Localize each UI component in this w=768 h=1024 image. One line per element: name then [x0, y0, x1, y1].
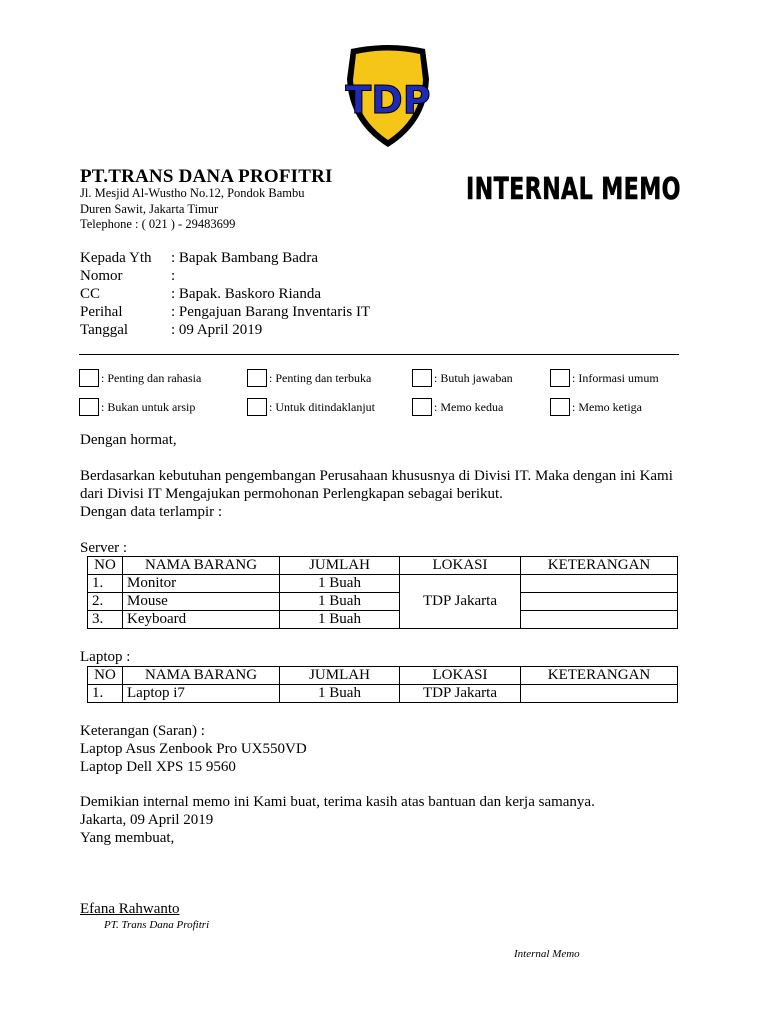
- header-divider: [79, 354, 679, 355]
- cell-keterangan: [521, 575, 678, 593]
- field-value-nomor: :: [171, 268, 176, 284]
- company-address-line2: Duren Sawit, Jakarta Timur: [80, 202, 219, 216]
- laptop-table: [87, 666, 678, 703]
- field-label-perihal: Perihal: [80, 304, 123, 320]
- checkbox-box[interactable]: [79, 398, 99, 416]
- memo-title: INTERNAL MEMO: [466, 172, 681, 207]
- body-paragraph-line1: Berdasarkan kebutuhan pengembangan Perusahaan khususnya di Divisi IT. Maka dengan ini Kami: [80, 468, 673, 484]
- checkbox-label: : Butuh jawaban: [434, 370, 513, 385]
- cell-location: TDP Jakarta: [400, 575, 521, 629]
- checkbox-butuh-jawaban[interactable]: [412, 369, 513, 387]
- checkbox-penting-terbuka[interactable]: [247, 369, 371, 387]
- signature-name: Efana Rahwanto: [80, 901, 180, 917]
- checkbox-informasi-umum[interactable]: [550, 369, 659, 387]
- cell-qty: 1 Buah: [280, 575, 400, 593]
- body-paragraph-line2: dari Divisi IT Mengajukan permohonan Perlengkapan sebagai berikut.: [80, 486, 503, 502]
- table-header-row: [88, 667, 678, 685]
- cell-name: Laptop i7: [123, 685, 280, 703]
- cell-keterangan: [521, 593, 678, 611]
- cell-no: 1.: [88, 575, 123, 593]
- greeting: Dengan hormat,: [80, 432, 177, 448]
- checkbox-label: : Penting dan terbuka: [269, 370, 372, 385]
- column-header: NAMA BARANG: [123, 667, 280, 685]
- field-value-tanggal: : 09 April 2019: [171, 322, 263, 338]
- field-value-kepada: : Bapak Bambang Badra: [171, 250, 319, 266]
- checkbox-label: : Informasi umum: [572, 370, 659, 385]
- cell-keterangan: [521, 685, 678, 703]
- notes-line2: Laptop Dell XPS 15 9560: [80, 759, 236, 775]
- cell-qty: 1 Buah: [280, 593, 400, 611]
- checkbox-memo-ketiga[interactable]: [550, 398, 642, 416]
- checkbox-box[interactable]: [550, 398, 570, 416]
- field-value-perihal: : Pengajuan Barang Inventaris IT: [171, 304, 371, 320]
- page-footer: Internal Memo: [514, 948, 580, 960]
- checkbox-box[interactable]: [550, 369, 570, 387]
- cell-location: TDP Jakarta: [400, 685, 521, 703]
- table-row: [88, 611, 678, 629]
- column-header: KETERANGAN: [521, 667, 678, 685]
- checkbox-label: : Memo ketiga: [572, 399, 642, 414]
- cell-name: Monitor: [123, 575, 280, 593]
- checkbox-label: : Penting dan rahasia: [101, 370, 202, 385]
- cell-keterangan: [521, 611, 678, 629]
- checkbox-box[interactable]: [247, 398, 267, 416]
- column-header: NAMA BARANG: [123, 557, 280, 575]
- column-header: JUMLAH: [280, 557, 400, 575]
- table-row: [88, 593, 678, 611]
- cell-no: 3.: [88, 611, 123, 629]
- body-paragraph-line3: Dengan data terlampir :: [80, 504, 223, 520]
- server-table-title: Server :: [80, 540, 128, 556]
- field-label-tanggal: Tanggal: [80, 322, 129, 338]
- checkbox-label: : Memo kedua: [434, 399, 504, 414]
- column-header: KETERANGAN: [521, 557, 678, 575]
- column-header: LOKASI: [400, 557, 521, 575]
- field-label-kepada: Kepada Yth: [80, 250, 152, 266]
- checkbox-box[interactable]: [247, 369, 267, 387]
- logo-text: TDP: [345, 78, 431, 122]
- table-row: [88, 575, 678, 593]
- checkbox-bukan-arsip[interactable]: [79, 398, 195, 416]
- checkbox-memo-kedua[interactable]: [412, 398, 503, 416]
- company-name: PT.TRANS DANA PROFITRI: [80, 166, 333, 187]
- cell-no: 2.: [88, 593, 123, 611]
- notes-title: Keterangan (Saran) :: [80, 723, 205, 739]
- checkbox-ditindaklanjut[interactable]: [247, 398, 375, 416]
- signature-company: PT. Trans Dana Profitri: [104, 919, 210, 931]
- company-address-line1: Jl. Mesjid Al-Wustho No.12, Pondok Bambu: [80, 186, 305, 200]
- field-label-cc: CC: [80, 286, 101, 302]
- company-logo: [343, 45, 433, 149]
- field-label-nomor: Nomor: [80, 268, 123, 284]
- laptop-table-title: Laptop :: [80, 649, 131, 665]
- server-table: [87, 556, 678, 629]
- closing-signoff: Yang membuat,: [80, 830, 175, 846]
- table-header-row: [88, 557, 678, 575]
- cell-qty: 1 Buah: [280, 685, 400, 703]
- shield-logo-icon: [343, 45, 433, 149]
- cell-name: Mouse: [123, 593, 280, 611]
- checkbox-box[interactable]: [412, 369, 432, 387]
- column-header: NO: [88, 557, 123, 575]
- checkbox-label: : Untuk ditindaklanjut: [269, 399, 375, 414]
- column-header: JUMLAH: [280, 667, 400, 685]
- closing-line1: Demikian internal memo ini Kami buat, terima kasih atas bantuan dan kerja samanya.: [80, 794, 595, 810]
- column-header: NO: [88, 667, 123, 685]
- cell-qty: 1 Buah: [280, 611, 400, 629]
- field-value-cc: : Bapak. Baskoro Rianda: [171, 286, 321, 302]
- checkbox-box[interactable]: [412, 398, 432, 416]
- checkbox-box[interactable]: [79, 369, 99, 387]
- notes-line1: Laptop Asus Zenbook Pro UX550VD: [80, 741, 307, 757]
- cell-name: Keyboard: [123, 611, 280, 629]
- table-row: [88, 685, 678, 703]
- column-header: LOKASI: [400, 667, 521, 685]
- company-phone: Telephone : ( 021 ) - 29483699: [80, 217, 236, 231]
- closing-date: Jakarta, 09 April 2019: [80, 812, 214, 828]
- checkbox-label: : Bukan untuk arsip: [101, 399, 196, 414]
- checkbox-penting-rahasia[interactable]: [79, 369, 201, 387]
- cell-no: 1.: [88, 685, 123, 703]
